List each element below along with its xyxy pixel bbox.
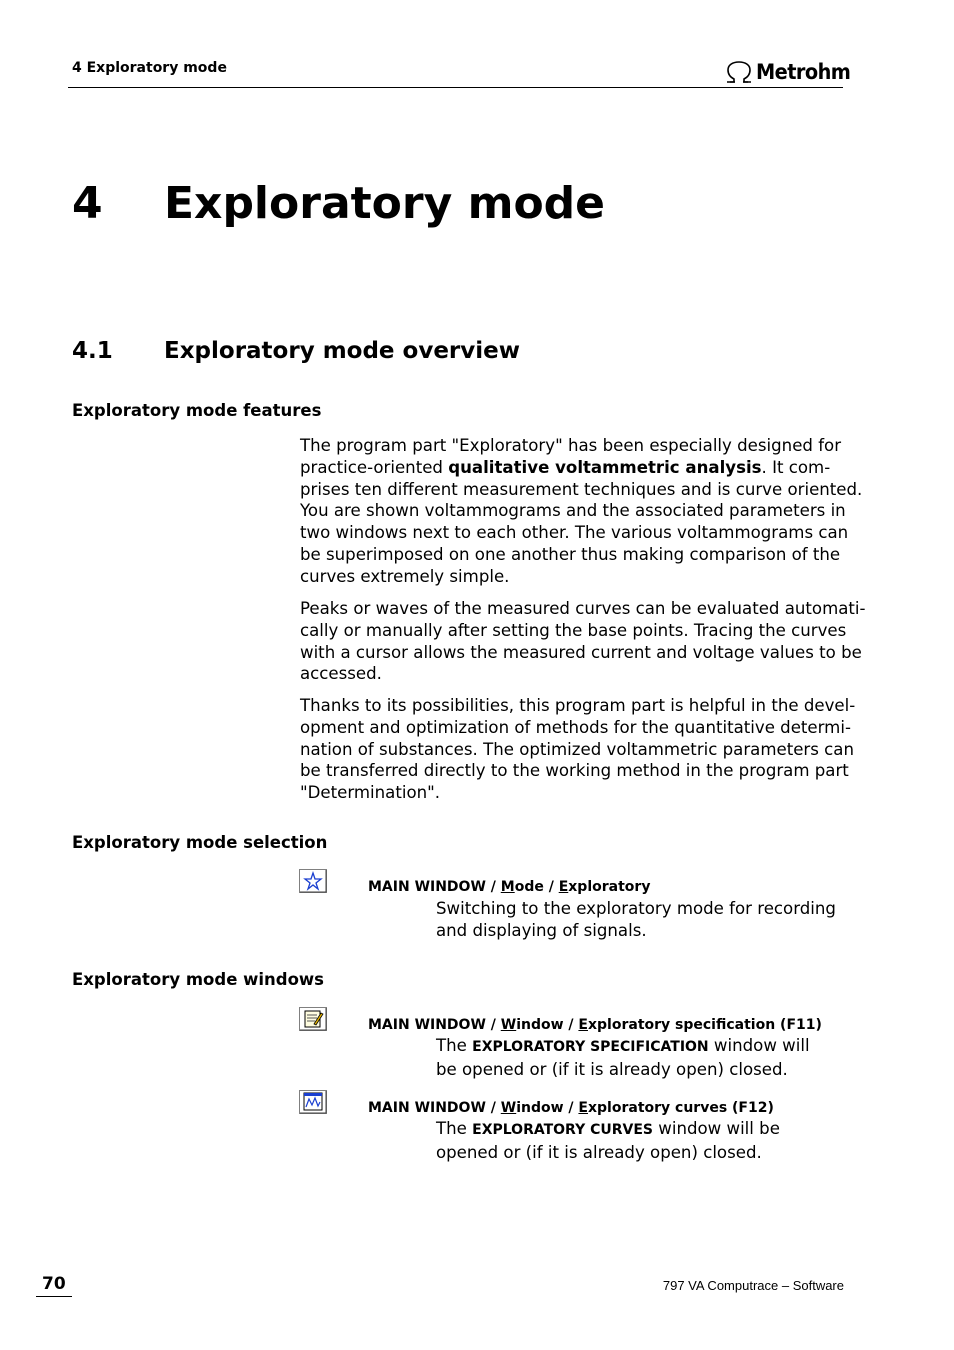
- text-line: The EXPLORATORY SPECIFICATION window will: [436, 1036, 810, 1055]
- windows-heading: Exploratory mode windows: [72, 970, 324, 989]
- text-line: practice-oriented qualitative voltammetric analysis. It com-: [300, 457, 831, 477]
- text-line: The program part "Exploratory" has been especially designed for: [300, 436, 842, 455]
- features-heading: Exploratory mode features: [72, 401, 322, 420]
- text-line: two windows next to each other. The various voltammograms can: [300, 523, 849, 543]
- brand-name: Metrohm: [756, 60, 851, 84]
- selection-description: [436, 898, 836, 941]
- text-line: opened or (if it is already open) closed.: [436, 1142, 762, 1162]
- window-name: EXPLORATORY CURVES: [472, 1122, 653, 1138]
- text-line: prises ten different measurement techniques and is curve oriented.: [300, 479, 863, 499]
- chapter-title-text: Exploratory mode: [164, 178, 606, 229]
- running-header: 4 Exploratory mode: [72, 60, 227, 76]
- footer-product: 797 VA Computrace – Software: [662, 1278, 844, 1293]
- text-line: be superimposed on one another thus making comparison of the: [300, 544, 841, 564]
- text-line: Thanks to its possibilities, this program part is helpful in the devel-: [300, 696, 856, 715]
- footer-rule: [36, 1296, 72, 1297]
- text-line: Switching to the exploratory mode for recording: [436, 899, 836, 918]
- features-paragraph-2: [300, 598, 866, 685]
- brand-logo: [724, 58, 859, 86]
- text-line: be opened or (if it is already open) closed.: [436, 1059, 788, 1079]
- specification-notepad-icon: [299, 1007, 327, 1031]
- page-number: 70: [42, 1274, 66, 1294]
- section-title-text: Exploratory mode overview: [164, 338, 520, 364]
- features-paragraph-1: [300, 435, 863, 588]
- window-name: EXPLORATORY SPECIFICATION: [472, 1039, 709, 1055]
- exploratory-star-icon: [299, 869, 327, 893]
- text-line: accessed.: [300, 664, 382, 684]
- spec-menu-path: MAIN WINDOW / Window / Exploratory specification (F11): [368, 1017, 822, 1033]
- spec-description: [436, 1035, 810, 1080]
- text-line: "Determination".: [300, 783, 441, 803]
- text-line: nation of substances. The optimized voltammetric parameters can: [300, 739, 854, 759]
- chapter-title: [72, 178, 605, 229]
- section-title: [72, 338, 520, 364]
- chapter-number: 4: [72, 178, 103, 229]
- text-line: Peaks or waves of the measured curves can be evaluated automati-: [300, 599, 866, 618]
- text-line: and displaying of signals.: [436, 920, 647, 940]
- omega-icon: [724, 60, 754, 84]
- text-line: opment and optimization of methods for the quantitative determi-: [300, 717, 851, 737]
- features-paragraph-3: [300, 695, 856, 804]
- selection-heading: Exploratory mode selection: [72, 833, 328, 852]
- curves-window-icon: [299, 1090, 327, 1114]
- text-line: The EXPLORATORY CURVES window will be: [436, 1119, 780, 1138]
- curves-description: [436, 1118, 780, 1163]
- curves-menu-path: MAIN WINDOW / Window / Exploratory curves (F12): [368, 1100, 774, 1116]
- text-line: be transferred directly to the working method in the program part: [300, 761, 849, 781]
- bold-term: qualitative voltammetric analysis: [448, 457, 762, 477]
- text-line: with a cursor allows the measured current and voltage values to be: [300, 642, 862, 662]
- section-number: 4.1: [72, 338, 113, 364]
- selection-menu-path: MAIN WINDOW / Mode / Exploratory: [368, 879, 651, 895]
- text-line: cally or manually after setting the base points. Tracing the curves: [300, 620, 847, 640]
- header-rule: [68, 87, 843, 88]
- text-line: You are shown voltammograms and the associated parameters in: [300, 501, 846, 521]
- text-line: curves extremely simple.: [300, 566, 510, 586]
